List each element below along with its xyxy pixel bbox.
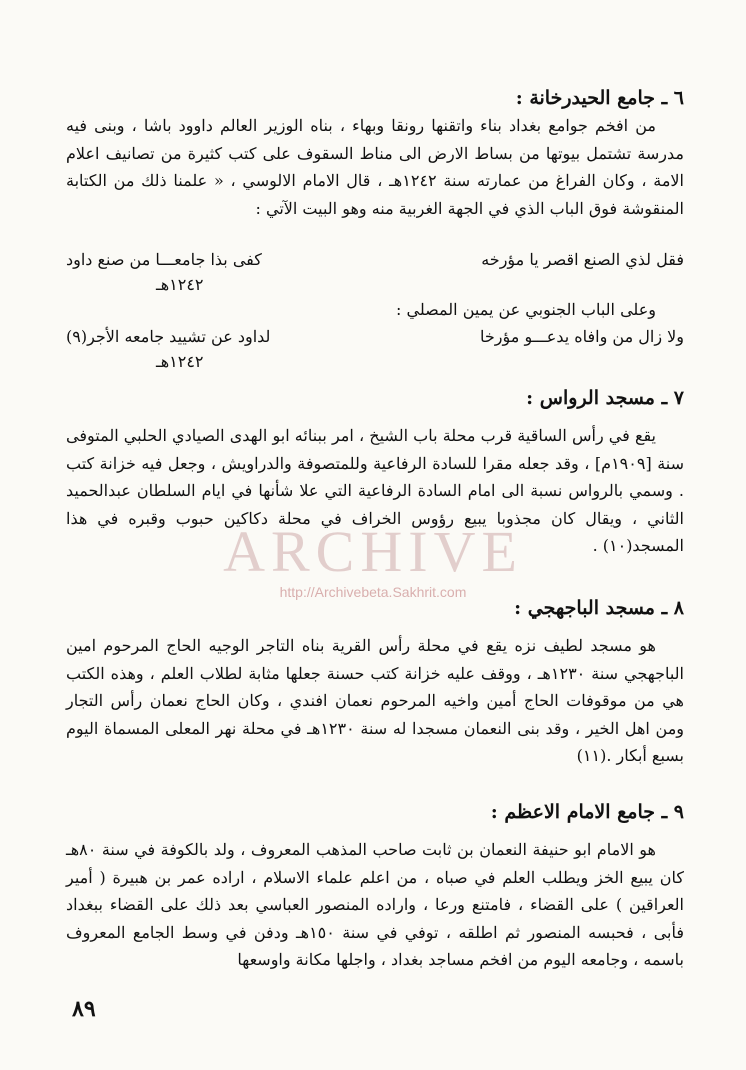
page-number: ٨٩: [72, 996, 96, 1022]
section-paragraph: هو مسجد لطيف نزه يقع في محلة رأس القرية بناه التاجر الوجيه الحاج المرحوم امين الباجهجي سنة ١٢٣٠هـ ، ووقف عليه خزانة كتب حسنة جعلها مثابة لطلاب العلم ، وهذه الكتب هي من موقوفات الحاج أمين واخيه المرحوم نعمان افندي ، وكان الحاج نعمان رأس التجار ومن اهل الخير ، وقد بنى النعمان مسجدا له سنة ١٢٣٠هـ في محلة نهر المعلى المسماة اليوم بسبع أبكار .(١١): [66, 636, 684, 766]
section-bajahji: [66, 594, 684, 770]
verse-hemistich-2: كفى بذا جامعـــا من صنع داود: [66, 250, 262, 269]
verse-south-gate: [66, 296, 684, 374]
section-rawwas: [66, 384, 684, 560]
verse-hemistich-1: ولا زال من وافاه يدعـــو مؤرخا: [480, 327, 684, 346]
section-paragraph: يقع في رأس الساقية قرب محلة باب الشيخ ، امر ببنائه ابو الهدى الصيادي الحلبي المتوفى سنة [١٩٠٩م] ، وقد جعله مقرا للسادة الرفاعية وللمتصوفة والدراويش ، وجعل فيه خزانة كتب . وسمي بالرواس نسبة الى امام السادة الرفاعية التي علا شأنها في ايام السلطان عبدالحميد الثاني ، ويقال كان مجذوبا يبيع رؤوس الخراف في محلة دكاكين حبوب وقبره في هذا المسجد(١٠) .: [66, 426, 685, 556]
section-heading: ٩ ـ جامع الامام الاعظم :: [490, 801, 684, 823]
section-paragraph: من افخم جوامع بغداد بناء واتقنها رونقا وبهاء ، بناه الوزير العالم داوود باشا ، وبنى فيه مدرسة تشتمل بيوتها من بساط الارض الى مناط السقوف على كتب كثيرة من تصانيف اعلام الامة ، وكان الفراغ من عمارته سنة ١٢٤٢هـ ، قال الامام الالوسي ، « علمنا ذلك من الكتابة المنقوشة فوق الباب الذي في الجهة الغربية منه وهو البيت الآتي :: [66, 116, 684, 218]
watermark-url: http://Archivebeta.Sakhrit.com: [279, 584, 467, 600]
verse-hemistich-2: لداود عن تشييد جامعه الأجر(٩): [66, 327, 271, 346]
verse-hemistich-1: فقل لذي الصنع اقصر يا مؤرخه: [481, 250, 684, 269]
verse-date: ١٢٤٢هـ: [156, 275, 204, 294]
section-imam-azam: [66, 798, 684, 974]
verse-line: [66, 246, 684, 273]
verse-date: ١٢٤٢هـ: [156, 352, 204, 371]
section-paragraph: هو الامام ابو حنيفة النعمان بن ثابت صاحب المذهب المعروف ، ولد بالكوفة في سنة ٨٠هـ كان يبيع الخز ويطلب العلم في صباه ، من اعلم علماء الاسلام ، اراده عمر بن هبيرة ( أمير العراقين ) على القضاء ، فامتنع ورعا ، واراده المنصور العباسي بعد ذلك على القضاء ببغداد فأبى ، فحبسه المنصور ثم اطلقه ، توفي في سنة ١٥٠هـ ودفن في وسط الجامع المعروف باسمه ، وجامعه اليوم من افخم مساجد بغداد ، واجلها مكانة واوسعها: [66, 840, 685, 970]
section-heading: ٦ ـ جامع الحيدرخانة :: [515, 87, 684, 109]
section-heading: ٧ ـ مسجد الرواس :: [526, 387, 684, 409]
section-heading: ٨ ـ مسجد الباجهجي :: [514, 597, 684, 619]
watermark-title: ARCHIVE: [223, 519, 523, 584]
verse-intro: وعلى الباب الجنوبي عن يمين المصلي :: [396, 300, 656, 319]
section-haidarkhana: [66, 84, 684, 222]
verse-west-gate: [66, 246, 684, 297]
verse-line: [66, 323, 684, 350]
